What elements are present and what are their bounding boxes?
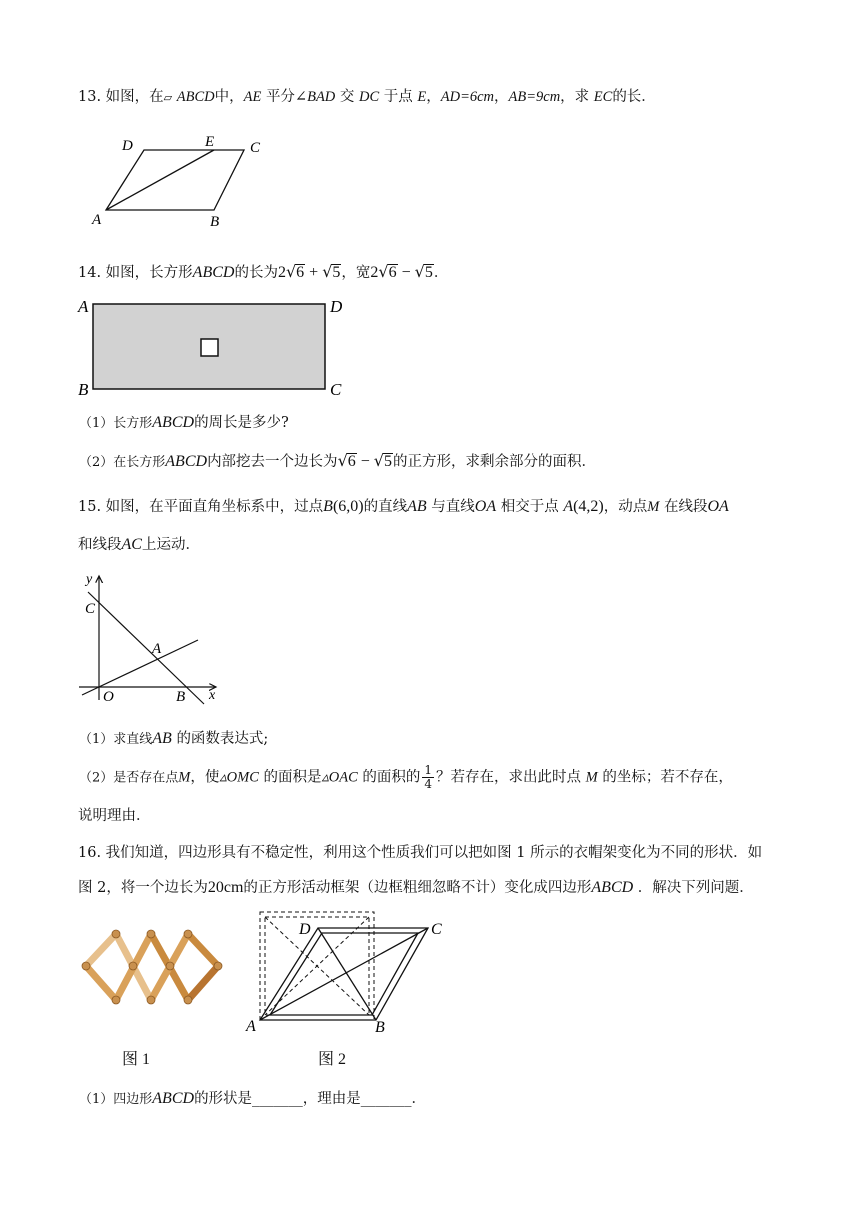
square-side-expression: √6 − √5: [337, 451, 392, 470]
diagonal-ac: [260, 928, 428, 1020]
figure1-caption: 图 1: [122, 1051, 151, 1068]
q13-text: ，求: [560, 89, 590, 105]
q16-text: 我们知道，四边形具有不稳定性，利用这个性质我们可以把如图 1 所示的衣帽架变化为不同的形状．如: [105, 845, 763, 861]
q16-sub1: [79, 1089, 426, 1110]
q14-sub2-text: ABCD: [165, 453, 208, 470]
q16-statement: [78, 843, 762, 863]
label-c: C: [330, 380, 342, 399]
q15-sub2-text: 的坐标；若不存在，: [602, 769, 733, 786]
q15-text: 的直线: [363, 499, 408, 515]
expr-part: 2: [370, 264, 379, 281]
label-o: O: [103, 689, 114, 705]
segment-ae: [106, 150, 214, 210]
fraction-denominator: 4: [424, 777, 433, 791]
q14-text: ，宽: [341, 265, 371, 281]
q13-text: DC: [359, 89, 380, 105]
q13-parallelogram-figure: [88, 128, 278, 230]
q13-text: BAD: [307, 89, 336, 105]
label-c: C: [431, 921, 442, 938]
q15-sub2-text: ，使: [190, 769, 220, 786]
q16-text: 20cm: [207, 879, 244, 896]
q15-text: 相交于点: [500, 499, 559, 515]
q15-text: B: [323, 498, 333, 515]
q15-sub2-text: 的面积是: [263, 769, 322, 786]
length-expression: 2√6 + √5: [277, 262, 341, 281]
q16-text: 图 2，将一个边长为: [78, 880, 208, 896]
q15-sub2-text: 的面积的: [362, 769, 421, 786]
q13-text: AB=9cm: [508, 89, 561, 105]
q16-sub1-text: （1）四边形: [79, 1092, 153, 1107]
expr-part: 5: [384, 453, 392, 470]
parallelogram-symbol: ▱: [163, 91, 173, 104]
q14-sub2-text: 的正方形，求剩余部分的面积．: [393, 454, 596, 470]
q14-rectangle-figure: [74, 293, 364, 403]
q15-text: AB: [407, 498, 427, 515]
label-b: B: [375, 1019, 385, 1036]
q15-sub2-text: 说明理由．: [78, 808, 151, 824]
fraction-numerator: 1: [424, 763, 433, 777]
q13-text: 中，: [214, 89, 244, 105]
q14-text: 的长为: [234, 265, 278, 281]
cut-out-square: [201, 339, 218, 356]
q13-text: ，: [426, 89, 441, 105]
label-d: D: [122, 138, 133, 154]
q15-text: ，动点: [603, 499, 648, 515]
q15-sub1-text: AB: [152, 730, 172, 747]
q15-statement: [78, 497, 729, 517]
diagonal-bd: [318, 928, 376, 1020]
q13-text: 如图，在: [105, 89, 164, 105]
q16-text: 的正方形活动框架（边框粗细忽略不计）变化成四边形: [243, 880, 592, 896]
q13-text: AD=6cm: [440, 89, 495, 105]
label-d: D: [299, 921, 311, 938]
label-a: A: [78, 297, 89, 316]
q14-text: ．: [433, 265, 449, 281]
label-a: A: [92, 212, 102, 228]
label-y: y: [86, 572, 93, 587]
label-d: D: [330, 297, 343, 316]
q15-sub1-text: 的函数表达式;: [176, 731, 269, 747]
q15-sub2-text: ▵OMC: [219, 769, 259, 786]
q13-text: EC: [593, 89, 613, 105]
expr-part: 5: [332, 264, 341, 281]
q14-sub2-text: （2）在长方形: [79, 455, 166, 470]
q15-statement-line2: [78, 535, 200, 555]
q15-sub2-text: M: [585, 769, 598, 786]
q16-text: ．解决下列问题．: [637, 880, 754, 896]
q13-statement: [78, 87, 656, 108]
q15-text: (6,0): [332, 498, 364, 515]
q15-text: A: [563, 498, 574, 515]
q15-text: 和线段: [78, 537, 122, 553]
q15-sub1-text: （1）求直线: [79, 732, 153, 747]
q13-text: E: [417, 89, 427, 105]
q14-statement: [78, 262, 448, 283]
figure2-caption: 图 2: [318, 1051, 347, 1068]
q14-text: ABCD: [192, 264, 235, 281]
q13-text: 于点: [383, 89, 413, 105]
q13-text: AE: [243, 89, 262, 105]
label-x: x: [209, 688, 216, 703]
q13-number: 13.: [78, 89, 102, 105]
label-b: B: [78, 380, 89, 399]
expr-part: 6: [388, 264, 397, 281]
q15-sub2-text: ？若存在，求出此时点: [436, 769, 582, 786]
q13-text: 的长．: [612, 89, 656, 105]
q16-statement-line2: [78, 878, 754, 898]
q15-sub1: [79, 729, 268, 750]
expr-part: 5: [424, 264, 433, 281]
q13-text: 交: [339, 89, 355, 105]
q16-sub1-text: 的形状是_______，理由是_______．: [194, 1091, 427, 1107]
q15-text: 如图，在平面直角坐标系中，过点: [105, 499, 324, 515]
q15-number: 15.: [78, 499, 102, 515]
q15-sub2-line2: [78, 806, 151, 826]
q14-sub2-text: 内部挖去一个边长为: [207, 454, 338, 470]
label-b: B: [176, 689, 186, 705]
q15-text: OA: [474, 498, 497, 515]
q15-text: M: [647, 499, 660, 515]
q13-text: ，: [494, 89, 509, 105]
q16-sub1-text: ABCD: [152, 1090, 195, 1107]
q15-sub2-text: M: [178, 769, 191, 786]
q16-frame-figure: [242, 906, 457, 1036]
q16-number: 16.: [78, 845, 102, 861]
q15-sub2-text: （2）是否存在点: [79, 770, 179, 786]
parallelogram-abcd: [106, 150, 244, 210]
label-a: A: [246, 1018, 256, 1035]
coat-rack-illustration: [76, 924, 226, 1012]
q14-sub1-text: 的周长是多少?: [194, 415, 289, 431]
q14-sub2: [79, 451, 596, 473]
q14-sub1-text: （1）长方形: [79, 416, 153, 431]
label-c: C: [85, 601, 96, 617]
fraction-one-quarter: [422, 764, 434, 791]
q13-text: ABCD: [176, 89, 215, 105]
label-a: A: [152, 641, 162, 657]
q15-text: 在线段: [663, 499, 708, 515]
q14-sub1: [79, 413, 289, 434]
q16-text: ABCD: [591, 879, 634, 896]
expr-part: +: [309, 264, 319, 281]
q15-text: AC: [121, 536, 142, 553]
q14-sub1-text: ABCD: [152, 414, 195, 431]
q13-text: 平分∠: [265, 89, 308, 105]
expr-part: 2: [277, 264, 286, 281]
label-b: B: [210, 214, 220, 230]
q15-text: 上运动．: [141, 537, 200, 553]
label-c: C: [250, 140, 261, 156]
q14-number: 14.: [78, 265, 102, 281]
expr-part: −: [360, 453, 370, 470]
q15-sub2-text: ▵OAC: [321, 769, 358, 786]
q15-text: (4,2): [573, 498, 604, 515]
expr-part: 6: [347, 453, 356, 470]
q15-text: OA: [707, 498, 729, 515]
width-expression: 2√6 − √5: [370, 262, 433, 281]
q14-text: 如图，长方形: [105, 265, 193, 281]
expr-part: 6: [296, 264, 305, 281]
q15-text: 与直线: [431, 499, 475, 515]
label-e: E: [205, 134, 215, 150]
q15-coordinate-figure: [76, 570, 226, 705]
expr-part: −: [401, 264, 411, 281]
q15-sub2: [79, 764, 733, 791]
